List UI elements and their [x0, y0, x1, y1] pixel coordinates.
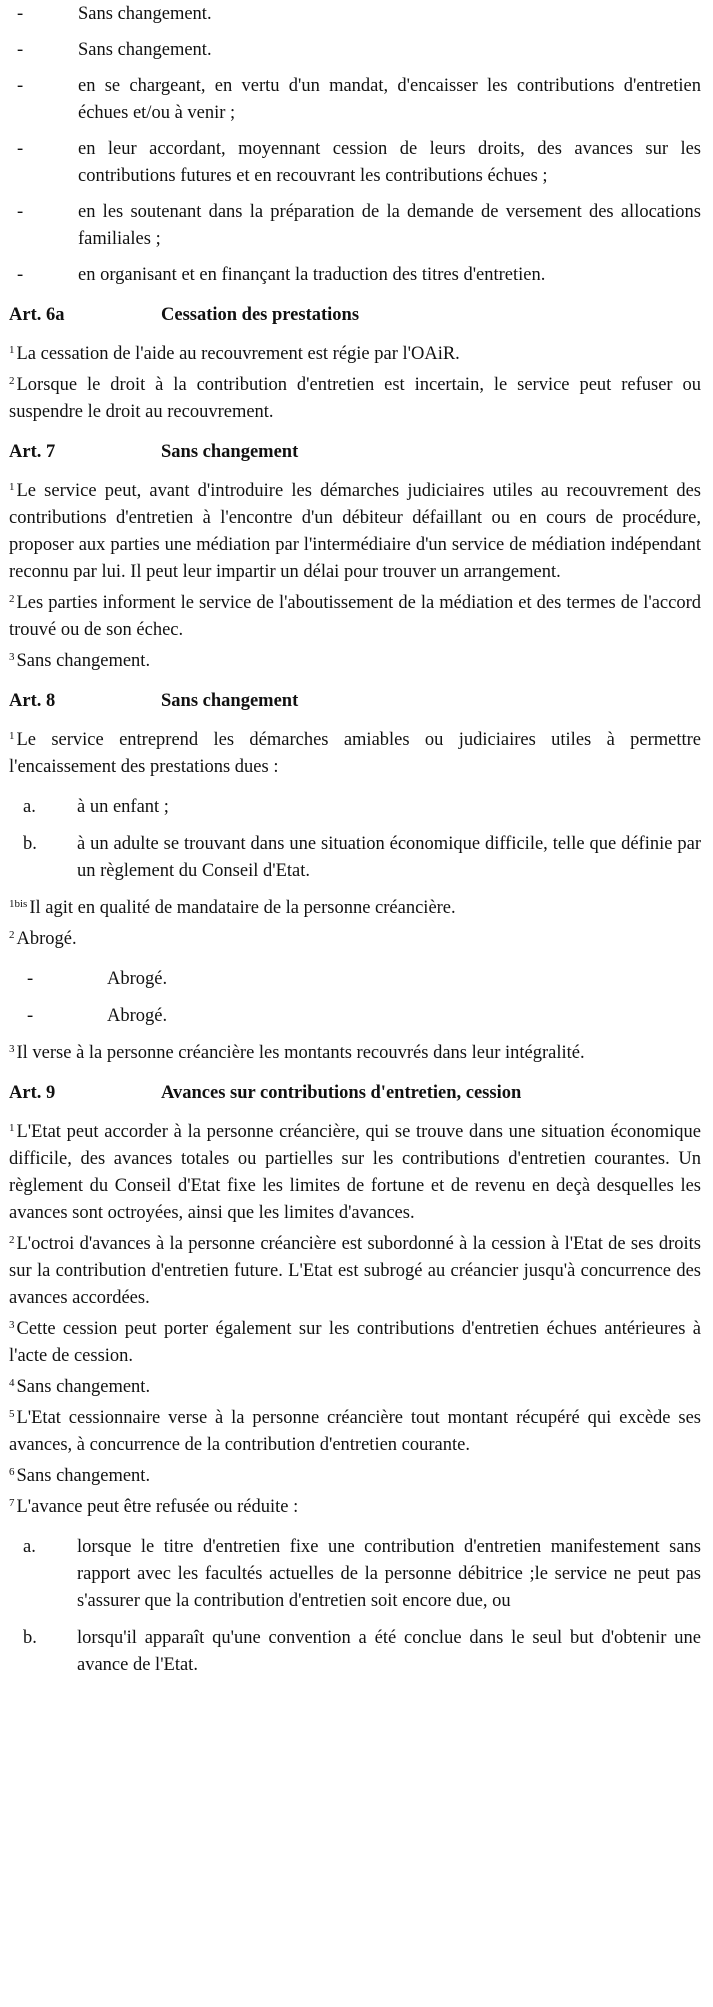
article-title: Cessation des prestations [161, 305, 360, 325]
paragraph-number: 2 [9, 1234, 15, 1246]
paragraph [9, 895, 701, 922]
paragraph-text: L'Etat peut accorder à la personne créancière, qui se trouve dans une situation économique difficile, des avances totales ou partielles sur les contributions d'entretien courantes. Un règlement du Conseil d'Etat fixe les limites de fortune et de revenu en deçà desquelles les avances sont octroyées, ainsi que les limites d'avances. [9, 1122, 701, 1223]
paragraph [9, 1231, 701, 1312]
list-item-text: Sans changement. [78, 4, 212, 24]
paragraph [9, 1405, 701, 1459]
paragraph-text: Sans changement. [16, 651, 151, 671]
item-text: lorsqu'il apparaît qu'une convention a été conclue dans le seul but d'obtenir une avance de l'Etat. [77, 1628, 701, 1675]
paragraph [9, 372, 701, 426]
paragraph-text: Les parties informent le service de l'aboutissement de la médiation et des termes de l'accord trouvé ou de son échec. [9, 593, 701, 640]
paragraph-text: Lorsque le droit à la contribution d'entretien est incertain, le service peut refuser ou suspendre le droit au recouvrement. [9, 375, 701, 422]
list-dash: - [17, 76, 24, 96]
paragraph-number: 5 [9, 1408, 15, 1420]
paragraph-number: 1 [9, 1122, 15, 1134]
paragraph [9, 1374, 701, 1401]
paragraph-text: Cette cession peut porter également sur les contributions d'entretien échues antérieures à l'acte de cession. [9, 1319, 701, 1366]
list-item-text: en les soutenant dans la préparation de la demande de versement des allocations familiales ; [78, 202, 701, 249]
paragraph-number: 4 [9, 1377, 15, 1389]
list-item [9, 1, 701, 28]
article-number: Art. 8 [9, 691, 56, 711]
list-dash: - [17, 202, 24, 222]
paragraph-number: 7 [9, 1497, 15, 1509]
list-dash: - [17, 265, 24, 285]
list-item-text: en leur accordant, moyennant cession de leurs droits, des avances sur les contributions futures et en recouvrant les contributions échues ; [78, 139, 701, 186]
list-item [9, 199, 701, 253]
list-dash: - [17, 139, 24, 159]
paragraph-number: 1 [9, 344, 15, 356]
paragraph-text: Sans changement. [16, 1377, 151, 1397]
paragraph [9, 1494, 701, 1521]
lettered-item [9, 794, 701, 821]
top-list [9, 1, 701, 289]
paragraph [9, 1040, 701, 1067]
paragraph-number: 1 [9, 481, 15, 493]
list-item [9, 136, 701, 190]
paragraph-number: 2 [9, 929, 15, 941]
paragraph-text: L'avance peut être refusée ou réduite : [16, 1497, 299, 1517]
list-item-text: en organisant et en finançant la traduction des titres d'entretien. [78, 265, 546, 285]
list-item [9, 966, 701, 993]
lettered-item [9, 1625, 701, 1679]
paragraph-text: Sans changement. [16, 1466, 151, 1486]
article-heading-6a [9, 302, 701, 329]
article-title: Avances sur contributions d'entretien, cession [161, 1083, 522, 1103]
list-dash: - [17, 40, 24, 60]
article-title: Sans changement [161, 442, 299, 462]
paragraph-number: 3 [9, 651, 15, 663]
list-item [9, 1003, 701, 1030]
paragraph [9, 926, 701, 953]
item-text: à un adulte se trouvant dans une situation économique difficile, telle que définie par un règlement du Conseil d'Etat. [77, 834, 701, 881]
paragraph-text: La cessation de l'aide au recouvrement est régie par l'OAiR. [16, 344, 460, 364]
paragraph-text: Abrogé. [16, 929, 77, 949]
list-dash: - [17, 4, 24, 24]
list-item [9, 37, 701, 64]
paragraph [9, 727, 701, 781]
paragraph-number: 3 [9, 1319, 15, 1331]
list-item-text: Abrogé. [107, 1006, 168, 1026]
paragraph-number: 1 [9, 730, 15, 742]
list-item-text: Abrogé. [107, 969, 168, 989]
item-letter: b. [23, 834, 37, 854]
paragraph-number: 3 [9, 1043, 15, 1055]
paragraph-number: 2 [9, 375, 15, 387]
article-number: Art. 7 [9, 442, 56, 462]
item-letter: a. [23, 1537, 36, 1557]
paragraph [9, 341, 701, 368]
list-item-text: en se chargeant, en vertu d'un mandat, d'encaisser les contributions d'entretien échues et/ou à venir ; [78, 76, 701, 123]
lettered-item [9, 1534, 701, 1615]
paragraph-text: L'octroi d'avances à la personne créancière est subordonné à la cession à l'Etat de ses droits sur la contribution d'entretien future. L'Etat est subrogé au créancier jusqu'à concurrence des avances accordées. [9, 1234, 701, 1308]
article-title: Sans changement [161, 691, 299, 711]
paragraph-text: Le service peut, avant d'introduire les démarches judiciaires utiles au recouvrement des contributions d'entretien à l'encontre d'un débiteur défaillant ou en cours de procédure, proposer aux parties une médiation par l'intermédiaire d'un service de médiation indépendant reconnu par lui. Il peut leur impartir un délai pour trouver un arrangement. [9, 481, 701, 582]
paragraph [9, 478, 701, 586]
paragraph-number: 2 [9, 593, 15, 605]
lettered-item [9, 831, 701, 885]
paragraph-number: 1bis [9, 898, 28, 910]
article-heading-7 [9, 439, 701, 466]
list-item [9, 73, 701, 127]
paragraph [9, 648, 701, 675]
paragraph-text: Il agit en qualité de mandataire de la personne créancière. [29, 898, 456, 918]
article-number: Art. 6a [9, 305, 65, 325]
article-heading-9 [9, 1080, 701, 1107]
paragraph-text: L'Etat cessionnaire verse à la personne créancière tout montant récupéré qui excède ses avances, à concurrence de la contribution d'entretien courante. [9, 1408, 701, 1455]
paragraph-number: 6 [9, 1466, 15, 1478]
list-dash: - [27, 1006, 34, 1026]
paragraph [9, 1463, 701, 1490]
paragraph [9, 1119, 701, 1227]
paragraph [9, 1316, 701, 1370]
article-heading-8 [9, 688, 701, 715]
item-text: lorsque le titre d'entretien fixe une contribution d'entretien manifestement sans rapport avec les facultés actuelles de la personne débitrice ;le service ne peut pas s'assurer que la contribution d'entretien soit encore due, ou [77, 1537, 701, 1611]
paragraph-text: Il verse à la personne créancière les montants recouvrés dans leur intégralité. [16, 1043, 585, 1063]
paragraph-text: Le service entreprend les démarches amiables ou judiciaires utiles à permettre l'encaissement des prestations dues : [9, 730, 701, 777]
list-dash: - [27, 969, 34, 989]
list-item-text: Sans changement. [78, 40, 212, 60]
item-letter: b. [23, 1628, 37, 1648]
item-letter: a. [23, 797, 36, 817]
list-item [9, 262, 701, 289]
article-number: Art. 9 [9, 1083, 56, 1103]
paragraph [9, 590, 701, 644]
item-text: à un enfant ; [77, 797, 169, 817]
